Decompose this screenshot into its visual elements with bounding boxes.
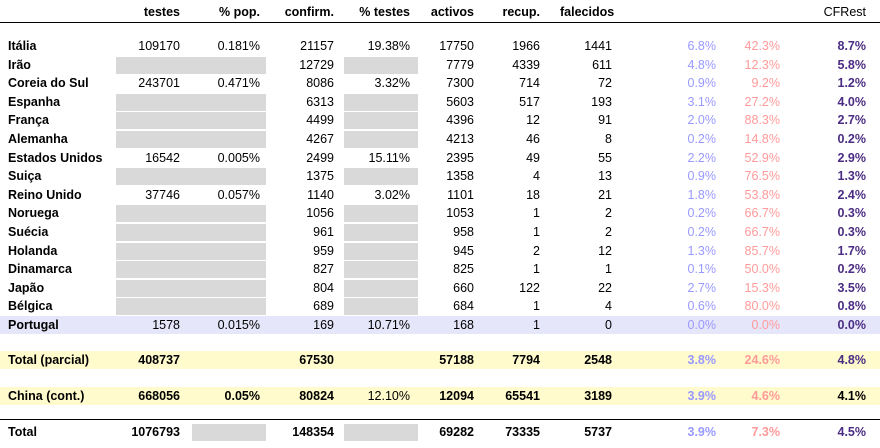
row-recup: 1 (533, 318, 540, 332)
row-cfr: 0.3% (837, 206, 866, 221)
row-country: Reino Unido (8, 187, 82, 202)
row-rec: 24.6% (744, 353, 780, 367)
row-falecidos: 12 (598, 243, 612, 258)
row-activos: 7300 (446, 76, 474, 91)
row-pct-testes: 3.02% (374, 187, 410, 202)
row-cfr: 0.0% (837, 318, 866, 332)
row-activos: 2395 (446, 150, 474, 165)
row-testes: 243701 (138, 76, 180, 91)
row-country: Holanda (8, 243, 58, 258)
table-row (0, 223, 880, 241)
header-testes: testes (143, 5, 180, 19)
row-mort: 2.7% (687, 280, 716, 295)
row-cfr: 2.4% (837, 187, 866, 202)
row-pct-testes: 19.38% (367, 39, 410, 53)
row-activos: 1053 (446, 206, 474, 221)
header-pct-testes: % testes (359, 5, 410, 19)
row-recup: 46 (526, 132, 540, 146)
row-cfr: 4.8% (837, 353, 866, 367)
header-row (0, 3, 880, 21)
row-rec: 66.7% (744, 206, 780, 221)
table-row (0, 149, 880, 167)
row-confirm: 169 (313, 318, 334, 332)
row-country: Irão (8, 57, 31, 72)
row-falecidos: 55 (598, 150, 612, 165)
header-recup: recup. (502, 5, 540, 19)
row-falecidos: 193 (591, 94, 612, 109)
row-recup: 49 (526, 150, 540, 165)
row-activos: 69282 (439, 425, 474, 439)
row-country: Noruega (8, 206, 59, 221)
row-country: Alemanha (8, 132, 68, 146)
empty-pop-cell (192, 424, 266, 441)
row-recup: 7794 (512, 353, 540, 367)
row-confirm: 8086 (306, 76, 334, 91)
table-row (0, 111, 880, 129)
row-recup: 122 (519, 280, 540, 295)
row-activos: 1358 (446, 169, 474, 184)
row-cfr: 1.7% (837, 243, 866, 258)
row-testes: 37746 (145, 187, 180, 202)
row-confirm: 827 (313, 262, 334, 277)
row-mort: 6.8% (687, 39, 716, 53)
row-pop (192, 204, 260, 222)
row-mort: 3.9% (687, 425, 716, 439)
row-recup: 12 (526, 113, 540, 128)
table-row (0, 167, 880, 185)
row-confirm: 21157 (300, 39, 334, 53)
row-pop: 0.471% (217, 76, 260, 91)
row-activos: 945 (453, 243, 474, 258)
row-mort: 1.8% (687, 187, 716, 202)
row-pct-testes: 12.10% (367, 389, 410, 403)
row-pop: 0.015% (217, 318, 260, 332)
row-cfr: 4.0% (837, 94, 866, 109)
row-testes (110, 111, 180, 129)
row-pct-testes (344, 279, 410, 297)
row-cfr: 4.5% (837, 425, 866, 439)
header-cfrest: CFRest (823, 5, 866, 19)
row-pct-testes (344, 93, 410, 111)
row-pop: 0.05% (224, 389, 260, 403)
row-activos: 4213 (446, 132, 474, 146)
row-rec: 4.6% (751, 389, 780, 403)
row-confirm: 1056 (306, 206, 334, 221)
row-testes (110, 56, 180, 74)
row-activos: 4396 (446, 113, 474, 128)
row-activos: 168 (453, 318, 474, 332)
row-country: Portugal (8, 318, 59, 332)
row-country: Itália (8, 39, 37, 53)
row-pct-testes (344, 260, 410, 278)
row-recup: 73335 (505, 425, 540, 439)
table-row (0, 56, 880, 74)
row-mort: 0.2% (687, 206, 716, 221)
row-pct-testes (344, 167, 410, 185)
table-row (0, 279, 880, 297)
row-confirm: 689 (313, 299, 334, 314)
row-cfr: 1.3% (837, 169, 866, 184)
row-mort: 0.6% (687, 299, 716, 314)
row-pct-testes (344, 111, 410, 129)
row-country: Total (8, 425, 37, 439)
row-pop (192, 223, 260, 241)
row-confirm: 12729 (299, 57, 334, 72)
row-testes: 16542 (145, 150, 180, 165)
row-cfr: 1.2% (837, 76, 866, 91)
row-pct-testes (344, 130, 410, 148)
row-recup: 65541 (505, 389, 540, 403)
row-activos: 57188 (439, 353, 474, 367)
row-cfr: 0.3% (837, 225, 866, 239)
row-testes: 408737 (138, 353, 180, 367)
header-falecidos: falecidos (560, 5, 615, 19)
row-cfr: 0.2% (837, 132, 866, 146)
row-testes: 109170 (138, 39, 180, 53)
row-confirm: 959 (313, 243, 334, 258)
row-confirm: 4499 (306, 113, 334, 128)
table-row (0, 130, 880, 148)
row-mort: 0.9% (687, 76, 716, 91)
row-confirm: 148354 (292, 425, 334, 439)
row-pop (192, 279, 260, 297)
row-cfr: 0.8% (837, 299, 866, 314)
row-country: Suiça (8, 169, 42, 184)
row-mort: 4.8% (687, 57, 716, 72)
table-row (0, 242, 880, 260)
row-falecidos: 0 (605, 318, 612, 332)
row-testes (110, 204, 180, 222)
row-falecidos: 13 (598, 169, 612, 184)
row-rec: 15.3% (744, 280, 780, 295)
row-mort: 2.0% (687, 113, 716, 128)
row-falecidos: 4 (605, 299, 612, 314)
row-pop (192, 167, 260, 185)
row-rec: 42.3% (744, 39, 780, 53)
row-rec: 12.3% (744, 57, 780, 72)
row-rec: 0.0% (751, 318, 780, 332)
row-falecidos: 1 (605, 262, 612, 277)
row-rec: 76.5% (744, 169, 780, 184)
row-rec: 27.2% (744, 94, 780, 109)
row-pct-testes (344, 56, 410, 74)
row-country: Coreia do Sul (8, 76, 89, 91)
row-rec: 53.8% (744, 187, 780, 202)
row-confirm: 4267 (306, 132, 334, 146)
row-mort: 0.1% (687, 262, 716, 277)
row-activos: 17750 (439, 39, 474, 53)
row-recup: 714 (519, 76, 540, 91)
total-divider (0, 419, 880, 420)
header-activos: activos (430, 5, 474, 19)
row-activos: 5603 (446, 94, 474, 109)
row-country: Dinamarca (8, 262, 72, 277)
header-confirm: confirm. (284, 5, 334, 19)
header-pop: % pop. (219, 5, 260, 19)
row-confirm: 6313 (306, 94, 334, 109)
row-pop (192, 260, 260, 278)
row-falecidos: 2548 (584, 353, 612, 367)
row-confirm: 67530 (299, 353, 334, 367)
row-pct-testes: 3.32% (374, 76, 410, 91)
row-testes (110, 242, 180, 260)
empty-pct-cell (344, 424, 418, 441)
row-country: Total (parcial) (8, 353, 90, 367)
row-confirm: 1375 (306, 169, 334, 184)
row-confirm: 804 (313, 280, 334, 295)
row-pop (192, 130, 260, 148)
row-recup: 1 (533, 299, 540, 314)
row-confirm: 80824 (299, 389, 334, 403)
row-cfr: 2.7% (837, 113, 866, 128)
row-cfr: 4.1% (837, 389, 866, 403)
row-rec: 52.9% (744, 150, 780, 165)
row-recup: 2 (533, 243, 540, 258)
row-pop (192, 93, 260, 111)
china-row (0, 387, 880, 405)
row-rec: 14.8% (744, 132, 780, 146)
row-pop: 0.057% (217, 187, 260, 202)
row-recup: 1 (533, 225, 540, 239)
row-activos: 684 (453, 299, 474, 314)
row-country: França (8, 113, 49, 128)
row-mort: 3.9% (687, 389, 716, 403)
row-rec: 85.7% (744, 243, 780, 258)
row-recup: 517 (519, 94, 540, 109)
row-country: Espanha (8, 94, 61, 109)
row-falecidos: 22 (598, 280, 612, 295)
row-testes (110, 279, 180, 297)
row-cfr: 8.7% (837, 39, 866, 53)
row-falecidos: 611 (592, 57, 612, 72)
row-country: Japão (8, 280, 45, 295)
row-falecidos: 3189 (584, 389, 612, 403)
row-mort: 3.8% (687, 353, 716, 367)
row-pop (192, 111, 260, 129)
row-testes: 1076793 (131, 425, 180, 439)
row-cfr: 5.8% (837, 57, 866, 72)
total-parcial-row (0, 351, 880, 369)
row-cfr: 3.5% (837, 280, 866, 295)
row-confirm: 1140 (307, 187, 334, 202)
row-country: Estados Unidos (8, 150, 103, 165)
row-testes (110, 223, 180, 241)
row-rec: 7.3% (751, 425, 780, 439)
row-mort: 3.1% (687, 94, 716, 109)
row-activos: 12094 (439, 389, 474, 403)
row-pct-testes (344, 297, 410, 315)
row-recup: 1 (533, 262, 540, 277)
row-falecidos: 2 (605, 225, 612, 239)
row-activos: 7779 (446, 57, 474, 72)
row-activos: 660 (453, 280, 474, 295)
row-pct-testes (344, 242, 410, 260)
row-activos: 825 (453, 262, 474, 277)
header-divider (0, 22, 880, 23)
row-rec: 66.7% (744, 225, 780, 239)
row-cfr: 2.9% (837, 150, 866, 165)
row-country: China (cont.) (8, 389, 85, 403)
table-row (0, 204, 880, 222)
row-mort: 0.0% (687, 318, 716, 332)
row-testes (110, 260, 180, 278)
table-row (0, 316, 880, 334)
row-mort: 2.2% (687, 150, 716, 165)
row-testes (110, 297, 180, 315)
row-pct-testes: 10.71% (367, 318, 410, 332)
row-recup: 4339 (512, 57, 540, 72)
row-rec: 88.3% (744, 113, 780, 128)
row-recup: 18 (526, 187, 540, 202)
row-pop (192, 242, 260, 260)
row-mort: 0.9% (687, 169, 716, 184)
row-pct-testes (344, 204, 410, 222)
row-testes: 1578 (152, 318, 180, 332)
row-recup: 4 (533, 169, 540, 184)
row-falecidos: 8 (605, 132, 612, 146)
row-activos: 958 (453, 225, 474, 239)
table-row (0, 74, 880, 92)
row-country: Suécia (8, 225, 49, 239)
row-pop (192, 297, 260, 315)
row-recup: 1 (533, 206, 540, 221)
row-mort: 1.3% (687, 243, 716, 258)
row-confirm: 2499 (306, 150, 334, 165)
row-activos: 1101 (447, 187, 474, 202)
row-falecidos: 2 (605, 206, 612, 221)
row-testes (110, 130, 180, 148)
row-mort: 0.2% (687, 225, 716, 239)
table-row (0, 93, 880, 111)
row-pct-testes: 15.11% (368, 150, 410, 165)
row-cfr: 0.2% (837, 262, 866, 277)
row-confirm: 961 (313, 225, 334, 239)
row-recup: 1966 (512, 39, 540, 53)
row-falecidos: 91 (598, 113, 612, 128)
row-mort: 0.2% (687, 132, 716, 146)
row-rec: 50.0% (744, 262, 780, 277)
row-testes (110, 167, 180, 185)
row-testes: 668056 (138, 389, 180, 403)
row-country: Bélgica (8, 299, 53, 314)
table-row (0, 186, 880, 204)
total-row (0, 423, 880, 441)
row-rec: 9.2% (751, 76, 780, 91)
row-falecidos: 5737 (584, 425, 612, 439)
row-falecidos: 72 (598, 76, 612, 91)
row-pop (192, 56, 260, 74)
row-falecidos: 21 (598, 187, 612, 202)
row-pop: 0.005% (217, 150, 260, 165)
row-pct-testes (344, 223, 410, 241)
table-row (0, 297, 880, 315)
table-row (0, 37, 880, 55)
table-row (0, 260, 880, 278)
row-testes (110, 93, 180, 111)
row-pop: 0.181% (217, 39, 260, 53)
row-rec: 80.0% (744, 299, 780, 314)
row-falecidos: 1441 (584, 39, 612, 53)
